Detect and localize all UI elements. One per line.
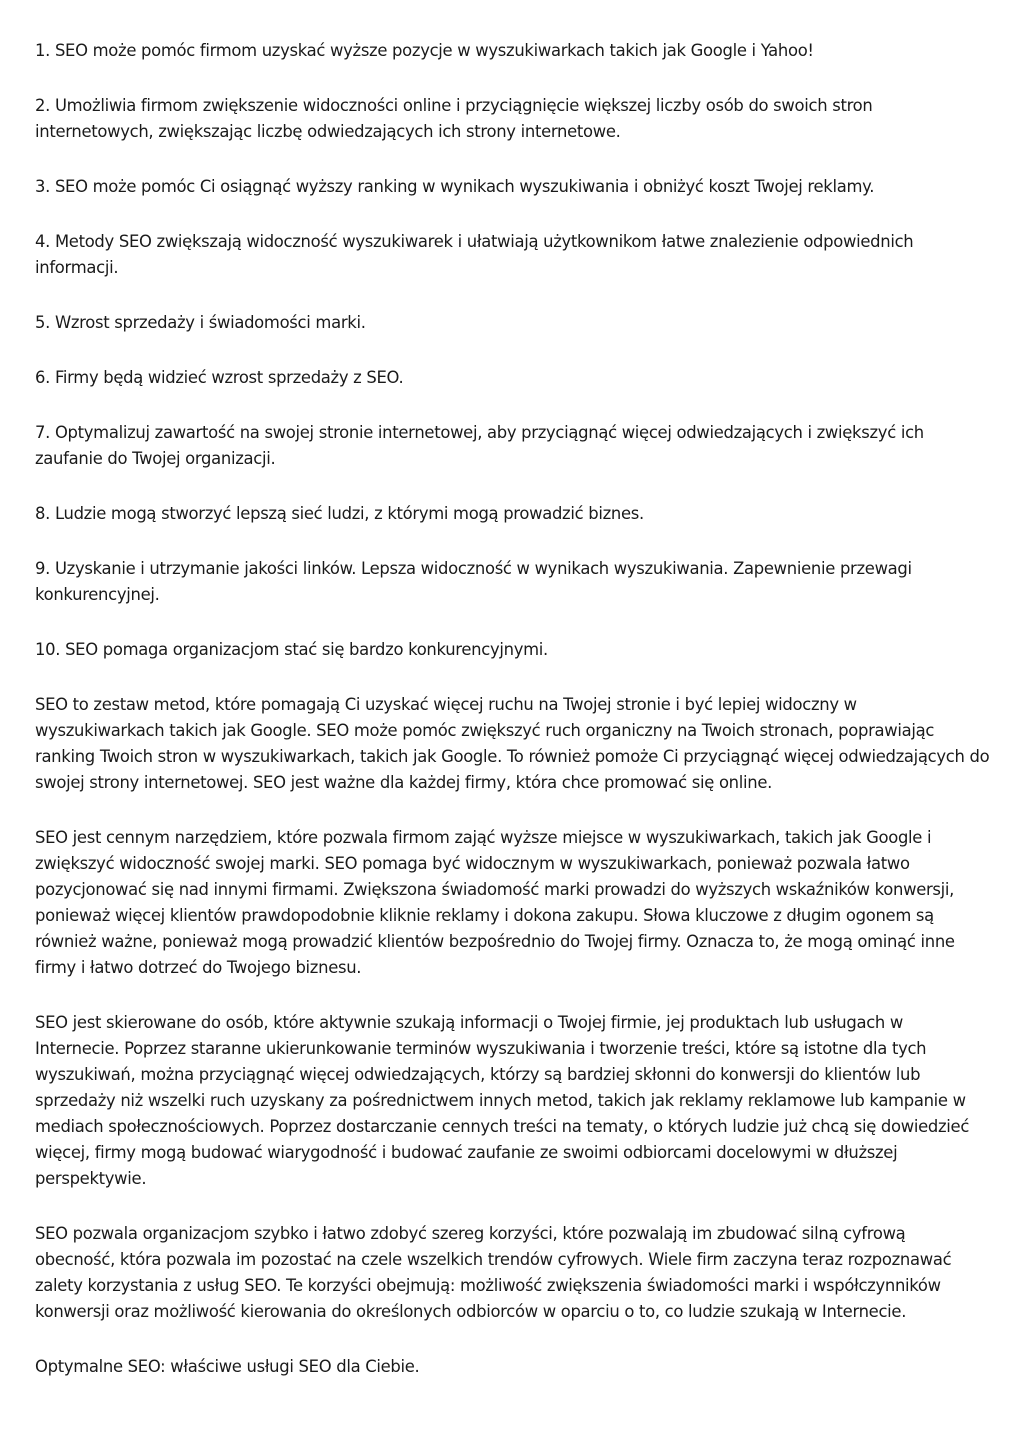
list-item-2: 2. Umożliwia firmom zwiększenie widoczności online i przyciągnięcie większej liczby osób do swoich stron internetowych, zwiększając liczbę odwiedzających ich strony internetowe. — [35, 96, 873, 141]
list-item-1: 1. SEO może pomóc firmom uzyskać wyższe pozycje w wyszukiwarkach takich jak Google i Yahoo! — [35, 41, 814, 60]
list-item-5: 5. Wzrost sprzedaży i świadomości marki. — [35, 313, 366, 332]
closing-line: Optymalne SEO: właściwe usługi SEO dla Ciebie. — [35, 1357, 420, 1376]
document-body — [35, 38, 990, 1409]
body-paragraph-1: SEO to zestaw metod, które pomagają Ci uzyskać więcej ruchu na Twojej stronie i być lepiej widoczny w wyszukiwarkach takich jak Google. SEO może pomóc zwiększyć ruch organiczny na Twoich stronach, poprawiając ranking Twoich stron w wyszukiwarkach, takich jak Google. To również pomoże Ci przyciągnąć więcej odwiedzających do swojej strony internetowej. SEO jest ważne dla każdej firmy, która chce promować się online. — [35, 695, 990, 792]
list-item-9: 9. Uzyskanie i utrzymanie jakości linków. Lepsza widoczność w wynikach wyszukiwania. Zapewnienie przewagi konkurencyjnej. — [35, 559, 912, 604]
body-paragraph-3: SEO jest skierowane do osób, które aktywnie szukają informacji o Twojej firmie, jej produktach lub usługach w Internecie. Poprzez staranne ukierunkowanie terminów wyszukiwania i tworzenie treści, które są istotne dla tych wyszukiwań, można przyciągnąć więcej odwiedzających, którzy są bardziej skłonni do konwersji do klientów lub sprzedaży niż wszelki ruch uzyskany za pośrednictwem innych metod, takich jak reklamy reklamowe lub kampanie w mediach społecznościowych. Poprzez dostarczanie cennych treści na tematy, o których ludzie już chcą się dowiedzieć więcej, firmy mogą budować wiarygodność i budować zaufanie ze swoimi odbiorcami docelowymi w dłuższej perspektywie. — [35, 1013, 970, 1188]
list-item-8: 8. Ludzie mogą stworzyć lepszą sieć ludzi, z którymi mogą prowadzić biznes. — [35, 504, 644, 523]
list-item-3: 3. SEO może pomóc Ci osiągnąć wyższy ranking w wynikach wyszukiwania i obniżyć koszt Twojej reklamy. — [35, 177, 875, 196]
body-paragraph-4: SEO pozwala organizacjom szybko i łatwo zdobyć szereg korzyści, które pozwalają im zbudować silną cyfrową obecność, która pozwala im pozostać na czele wszelkich trendów cyfrowych. Wiele firm zaczyna teraz rozpoznawać zalety korzystania z usług SEO. Te korzyści obejmują: możliwość zwiększenia świadomości marki i współczynników konwersji oraz możliwość kierowania do określonych odbiorców w oparciu o to, co ludzie szukają w Internecie. — [35, 1224, 952, 1321]
list-item-6: 6. Firmy będą widzieć wzrost sprzedaży z SEO. — [35, 368, 404, 387]
list-item-4: 4. Metody SEO zwiększają widoczność wyszukiwarek i ułatwiają użytkownikom łatwe znalezienie odpowiednich informacji. — [35, 232, 914, 277]
list-item-10: 10. SEO pomaga organizacjom stać się bardzo konkurencyjnymi. — [35, 640, 548, 659]
body-paragraph-2: SEO jest cennym narzędziem, które pozwala firmom zająć wyższe miejsce w wyszukiwarkach, takich jak Google i zwiększyć widoczność swojej marki. SEO pomaga być widocznym w wyszukiwarkach, ponieważ pozwala łatwo pozycjonować się nad innymi firmami. Zwiększona świadomość marki prowadzi do wyższych wskaźników konwersji, ponieważ więcej klientów prawdopodobnie kliknie reklamy i dokona zakupu. Słowa kluczowe z długim ogonem są również ważne, ponieważ mogą prowadzić klientów bezpośrednio do Twojej firmy. Oznacza to, że mogą ominąć inne firmy i łatwo dotrzeć do Twojego biznesu. — [35, 828, 955, 977]
list-item-7: 7. Optymalizuj zawartość na swojej stronie internetowej, aby przyciągnąć więcej odwiedzających i zwiększyć ich zaufanie do Twojej organizacji. — [35, 423, 924, 468]
